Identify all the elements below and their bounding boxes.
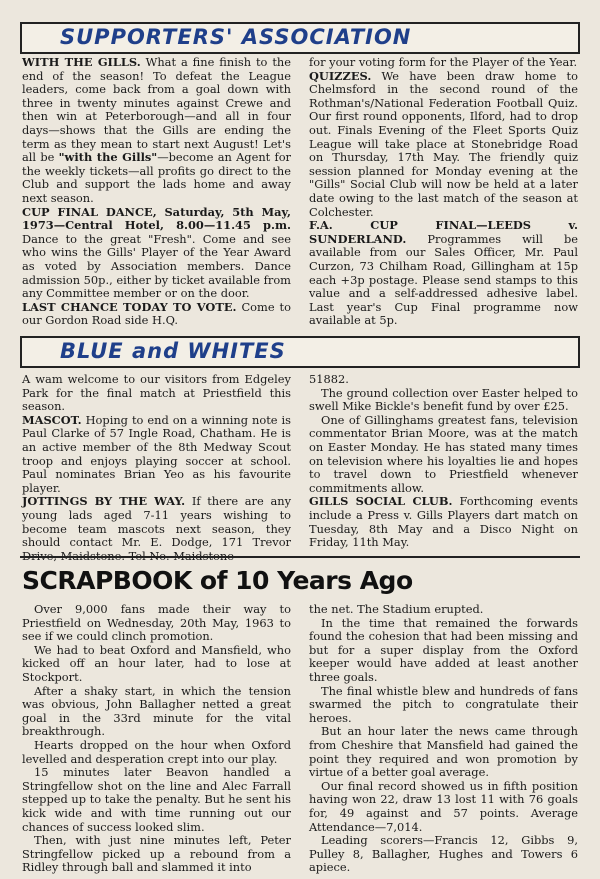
supporters-para <box>22 206 291 301</box>
scrapbook-para: Over 9,000 fans made their way to Priestfield on Wednesday, 20th May, 1963 to see if we could clinch promotion. <box>22 602 291 644</box>
scrapbook-para: Then, with just nine minutes left, Peter Stringfellow picked up a rebound from a Ridley through ball and slammed it into <box>22 833 291 875</box>
blue-whites-left-column <box>22 373 291 563</box>
para-text: The ground collection over Easter helped to swell Mike Bickle's benefit fund by over £25. <box>309 385 578 414</box>
para-text: A wam welcome to our visitors from Edgeley Park for the final match at Priestfield this season. <box>22 372 291 414</box>
scrapbook-para: Our final record showed us in fifth position having won 22, draw 13 lost 11 with 76 goals for, 49 against and 57 points. Average Attendance—7,014. <box>309 778 578 834</box>
supporters-right-column <box>309 56 578 328</box>
blue-whites-section <box>22 373 578 563</box>
blue-whites-para <box>309 495 578 549</box>
scrapbook-para: After a shaky start, in which the tension was obvious, John Ballagher netted a great goal in the 33rd minute for the vital breakthrough. <box>22 683 291 739</box>
blue-whites-para <box>22 373 291 414</box>
para-heading: LAST CHANCE TODAY TO VOTE. <box>22 299 237 314</box>
section-divider <box>20 556 580 558</box>
scrapbook-title: SCRAPBOOK of 10 Years Ago <box>22 566 413 595</box>
scrapbook-para: Hearts dropped on the hour when Oxford levelled and desperation crept into our play. <box>22 737 291 766</box>
para-text: for your voting form for the Player of the Year. <box>309 55 578 69</box>
blue-whites-right-column <box>309 373 578 563</box>
para-text: One of Gillinghams greatest fans, television commentator Brian Moore, was at the match on Easter Monday. He has stated many times on television where his loyalties lie and hopes to travel down to Priestfield whenever commitments allow. <box>309 412 578 495</box>
blue-whites-para <box>309 414 578 496</box>
scrapbook-left-column <box>22 603 291 875</box>
scrapbook-section <box>22 603 578 875</box>
para-text: What a fine finish to the end of the season! To defeat the League leaders, come back from a goal down with three in twenty minutes against Crewe and then win at Peterborough—and all in four days—shows that the Gills are ending the term as they mean to start next August! Let's all be <box>22 55 291 165</box>
blue-whites-para <box>22 495 291 563</box>
scrapbook-right-column <box>309 603 578 875</box>
blue-whites-banner <box>20 336 580 368</box>
scrapbook-para: the net. The Stadium erupted. <box>309 602 484 616</box>
blue-whites-title: BLUE and WHITES <box>60 339 286 363</box>
para-text: 51882. <box>309 372 349 386</box>
para-text: Dance to the great "Fresh". Come and see who wins the Gills' Player of the Year Award as voted by Association members. Dance admission 50p., either by ticket available from any Committee member or on the door. <box>22 231 291 301</box>
scrapbook-para: We had to beat Oxford and Mansfield, who kicked off an hour later, had to lose at Stockport. <box>22 642 291 684</box>
blue-whites-para <box>309 373 578 387</box>
para-heading: QUIZZES. <box>309 68 372 83</box>
supporters-para <box>22 301 291 328</box>
para-text: Hoping to end on a winning note is Paul Clarke of 57 Ingle Road, Chatham. He is an active member of the 8th Medway Scout troop and enjoys playing soccer at school. Paul nominates Brian Yeo as his favourite player. <box>22 412 291 495</box>
supporters-para <box>309 56 578 70</box>
para-text: If there are any young lads aged 7-11 years wishing to become team mascots next season, they should contact Mr. E. Dodge, 171 Trevor <box>22 494 292 550</box>
blue-whites-para <box>309 387 578 414</box>
para-text: Come to our Gordon Road side H.Q. <box>22 299 291 328</box>
para-text: Programmes will be available from our Sales Officer, Mr. Paul Curzon, 73 Chilham Road, Gillingham at 15p each +3p postage. Please send stamps to this value and a self-addressed adhesive label. Last year's Cup Final programme now available at 5p. <box>309 231 578 328</box>
supporters-para <box>22 56 291 206</box>
scrapbook-para: 15 minutes later Beavon handled a Stringfellow shot on the line and Alec Farrall stepped up to take the penalty. But he sent his kick wide and with time running out our chances of success looked slim. <box>22 765 291 834</box>
supporters-banner <box>20 22 580 54</box>
supporters-section <box>22 56 578 328</box>
scrapbook-para: But an hour later the news came through from Cheshire that Mansfield had gained the point they required and won promotion by virtue of a better goal average. <box>309 724 578 780</box>
para-heading: WITH THE GILLS. <box>22 55 141 69</box>
para-heading: GILLS SOCIAL CLUB. <box>309 494 453 509</box>
para-heading: MASCOT. <box>22 412 82 427</box>
supporters-para <box>309 219 578 328</box>
para-emphasis: "with the Gills" <box>58 150 158 165</box>
scrapbook-para: Leading scorers—Francis 12, Gibbs 9, Pulley 8, Ballagher, Hughes and Towers 6 apiece. <box>309 833 578 875</box>
para-heading: F.A. CUP FINAL—LEEDS v. SUNDERLAND. <box>309 218 578 246</box>
supporters-para <box>309 70 578 220</box>
para-text: —become an Agent for the weekly tickets—all profits go direct to the Club and support the lads home and away next season. <box>22 150 292 205</box>
para-heading: CUP FINAL DANCE, Saturday, 5th May, 1973—Central Hotel, 8.00—11.45 p.m. <box>22 204 291 233</box>
scrapbook-para: In the time that remained the forwards found the cohesion that had been missing and but for a super display from the Oxford keeper would have added at least another three goals. <box>309 615 578 684</box>
para-text: We have been draw home to Chelmsford in the second round of the Rothman's/National Federation Football Quiz. Our first round opponents, Ilford, had to drop out. Finals Evening of the Fleet Sports Quiz League will take place at Stonebridge Road on Thursday, 17th May. The friendly quiz session planned for Monday evening at the "Gills" Social Club will now be held at a later date owing to the last match of the season at Colchester. <box>309 68 578 219</box>
blue-whites-para <box>22 414 291 496</box>
para-text: Forthcoming events include a Press v. Gills Players dart match on Tuesday, 8th May and a Disco Night on Friday, 11th May. <box>309 494 578 550</box>
supporters-title: SUPPORTERS' ASSOCIATION <box>60 25 412 49</box>
supporters-left-column <box>22 56 291 328</box>
scrapbook-para: The final whistle blew and hundreds of fans swarmed the pitch to congratulate their heroes. <box>309 683 578 725</box>
para-heading: JOTTINGS BY THE WAY. <box>22 494 186 509</box>
